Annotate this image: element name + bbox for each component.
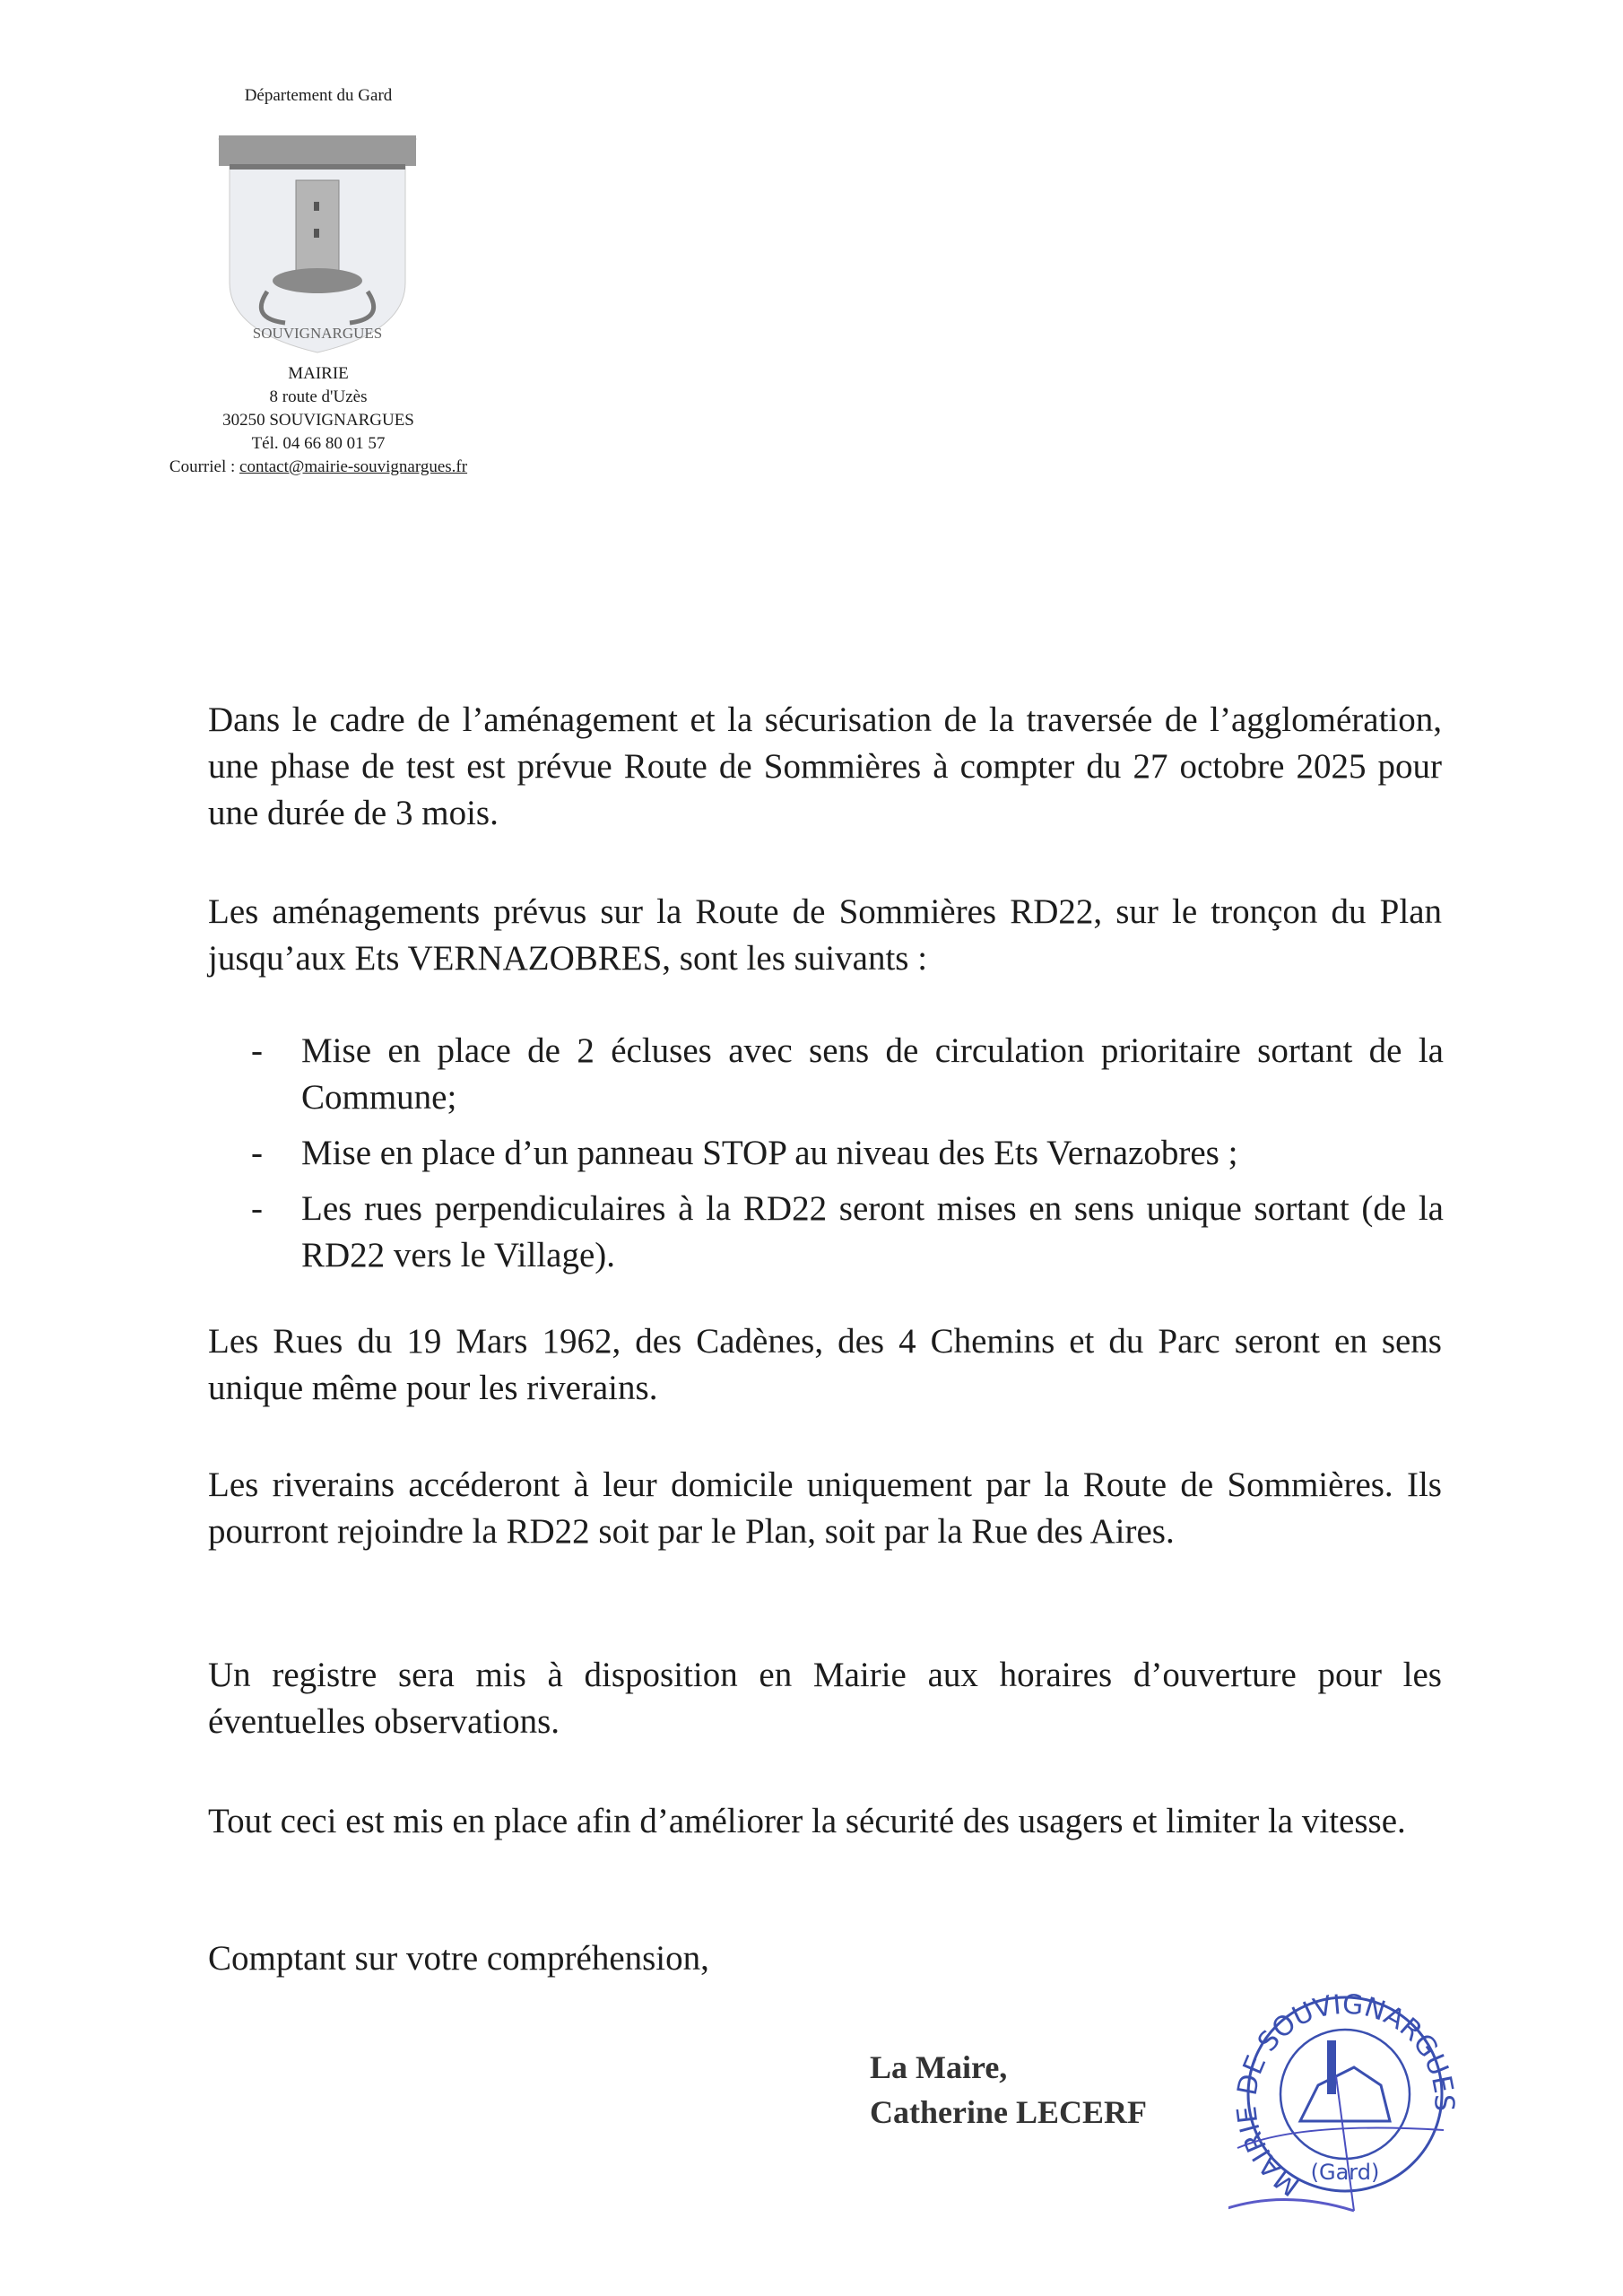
signature-block <box>870 2045 1147 2135</box>
email-line <box>135 456 502 479</box>
list-item <box>251 1028 1444 1121</box>
paragraph-registre: Un registre sera mis à disposition en Mairie aux horaires d’ouverture pour les éventuelles observations. <box>208 1656 1442 1741</box>
bullet-dash: - <box>251 1031 263 1070</box>
bullet-dash: - <box>251 1189 263 1228</box>
list-item-text: Les rues perpendiculaires à la RD22 seront mises en sens unique sortant (de la RD22 vers le Village). <box>301 1189 1444 1274</box>
paragraph-securite: Tout ceci est mis en place afin d’améliorer la sécurité des usagers et limiter la vitesse. <box>208 1802 1406 1840</box>
email-link[interactable]: contact@mairie-souvignargues.fr <box>239 457 468 476</box>
street-address: 8 route d'Uzès <box>269 387 368 406</box>
list-item-text: Mise en place d’un panneau STOP au niveau des Ets Vernazobres ; <box>301 1134 1238 1172</box>
amenagements-list <box>251 1028 1444 1288</box>
list-item <box>251 1130 1444 1177</box>
official-stamp <box>1228 1987 1462 2220</box>
logo-text: SOUVIGNARGUES <box>252 325 383 342</box>
coat-of-arms-logo <box>213 130 421 354</box>
closing-line: Comptant sur votre compréhension, <box>208 1939 709 1978</box>
mairie-label: MAIRIE <box>288 364 349 383</box>
svg-text:MAIRIE DE SOUVIGNARGUES: MAIRIE DE SOUVIGNARGUES <box>1231 1988 1460 2202</box>
list-item <box>251 1186 1444 1279</box>
mairie-address-block <box>135 362 502 479</box>
paragraph-rues: Les Rues du 19 Mars 1962, des Cadènes, des 4 Chemins et du Parc seront en sens unique même pour les riverains. <box>208 1322 1442 1407</box>
email-label: Courriel : <box>169 457 240 476</box>
bullet-dash: - <box>251 1134 263 1172</box>
paragraph-intro: Dans le cadre de l’aménagement et la sécurisation de la traversée de l’agglomération, une phase de test est prévue Route de Sommières à compter du 27 octobre 2025 pour une durée de 3 mois. <box>208 700 1442 832</box>
signature-name: Catherine LECERF <box>870 2094 1147 2130</box>
list-item-text: Mise en place de 2 écluses avec sens de circulation prioritaire sortant de la Commune; <box>301 1031 1444 1117</box>
phone-number: Tél. 04 66 80 01 57 <box>251 434 386 453</box>
paragraph-amenagements: Les aménagements prévus sur la Route de Sommières RD22, sur le tronçon du Plan jusqu’aux Ets VERNAZOBRES, sont les suivants : <box>208 892 1442 978</box>
department-label: Département du Gard <box>244 86 393 105</box>
city-address: 30250 SOUVIGNARGUES <box>222 411 414 430</box>
svg-text:(Gard): (Gard) <box>1310 2160 1380 2185</box>
paragraph-riverains: Les riverains accéderont à leur domicile uniquement par la Route de Sommières. Ils pourront rejoindre la RD22 soit par le Plan, soit par la Rue des Aires. <box>208 1465 1442 1551</box>
signature-title: La Maire, <box>870 2049 1008 2085</box>
